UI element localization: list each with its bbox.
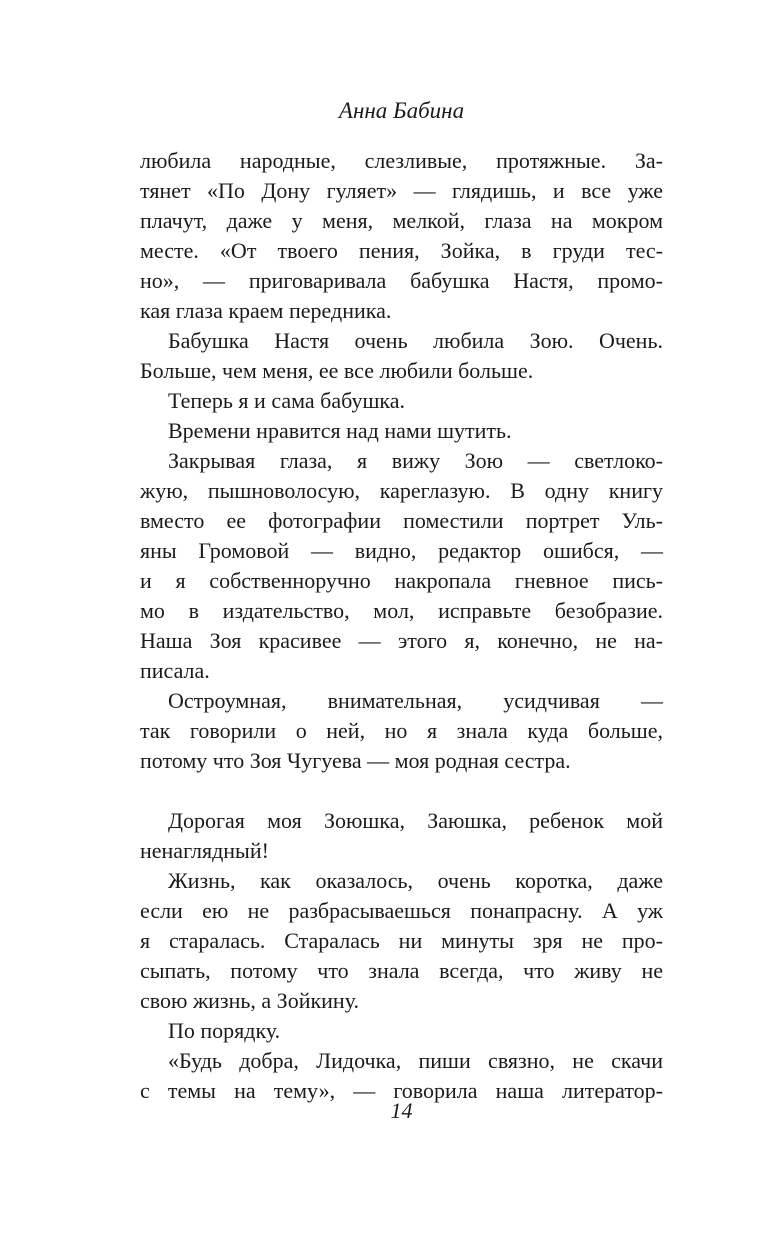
paragraph (140, 416, 663, 446)
text-line: сыпать, потому что знала всегда, что живу не (140, 958, 663, 983)
text-line: «Будь добра, Лидочка, пиши связно, не скачи (168, 1048, 663, 1073)
paragraph (140, 386, 663, 416)
running-head-author: Анна Бабина (338, 98, 465, 123)
text-line: Времени нравится над нами шутить. (168, 418, 512, 443)
text-line: месте. «От твоего пения, Зойка, в груди тес- (140, 238, 663, 263)
text-line: Больше, чем меня, ее все любили больше. (140, 358, 534, 383)
text-line: мо в издательство, мол, исправьте безобразие. (140, 598, 663, 623)
text-line: но», — приговаривала бабушка Настя, промо- (140, 268, 663, 293)
text-line: потому что Зоя Чугуева — моя родная сестра. (140, 748, 571, 773)
text-line: любила народные, слезливые, протяжные. За- (140, 148, 663, 173)
text-line: Дорогая моя Зоюшка, Заюшка, ребенок мой (168, 808, 663, 833)
text-line: с темы на тему», — говорила наша литератор- (140, 1078, 663, 1103)
paragraph (140, 146, 663, 326)
text-line: Наша Зоя красивее — этого я, конечно, не на- (140, 628, 663, 653)
text-line: Остроумная, внимательная, усидчивая — (168, 688, 663, 713)
text-line: жую, пышноволосую, кареглазую. В одну книгу (140, 478, 663, 503)
text-line: Теперь я и сама бабушка. (168, 388, 406, 413)
text-line: и я собственноручно накропала гневное пись- (140, 568, 663, 593)
paragraph (140, 866, 663, 1016)
text-line: я старалась. Старалась ни минуты зря не про- (140, 928, 663, 953)
text-line: кая глаза краем передника. (140, 298, 392, 323)
text-line: Жизнь, как оказалось, очень коротка, даже (168, 868, 663, 893)
paragraph (140, 806, 663, 866)
text-line: Бабушка Настя очень любила Зою. Очень. (168, 328, 663, 353)
body-text (140, 146, 663, 1106)
text-line: так говорили о ней, но я знала куда больше, (140, 718, 663, 743)
text-line: Закрывая глаза, я вижу Зою — светлоко- (168, 448, 663, 473)
text-line: свою жизнь, а Зойкину. (140, 988, 360, 1013)
text-line: плачут, даже у меня, мелкой, глаза на мокром (140, 208, 663, 233)
page-number: 14 (390, 1098, 413, 1123)
paragraph (140, 686, 663, 776)
text-line: писала. (140, 658, 210, 683)
paragraph (140, 326, 663, 386)
text-line: вместо ее фотографии поместили портрет Уль- (140, 508, 663, 533)
text-line: По порядку. (168, 1018, 281, 1043)
section-break (140, 776, 663, 806)
paragraph (140, 446, 663, 686)
text-line: тянет «По Дону гуляет» — глядишь, и все уже (140, 178, 663, 203)
text-line: ненаглядный! (140, 838, 269, 863)
text-line: яны Громовой — видно, редактор ошибся, — (140, 538, 663, 563)
paragraph (140, 1016, 663, 1046)
text-line: если ею не разбрасываешься понапрасну. А уж (140, 898, 663, 923)
